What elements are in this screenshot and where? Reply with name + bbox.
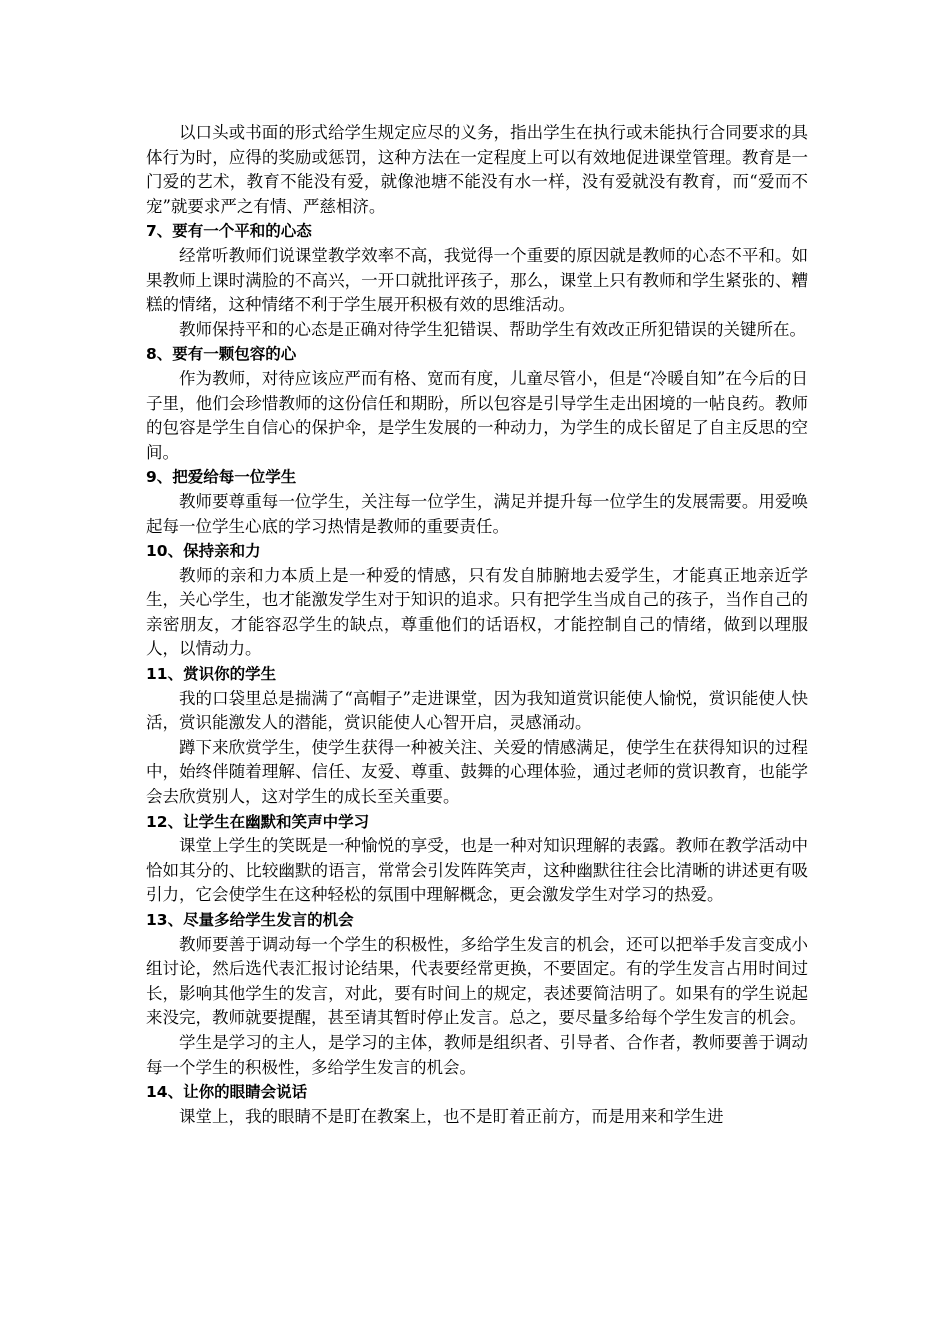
paragraph-12-1: 课堂上学生的笑既是一种愉悦的享受，也是一种对知识理解的表露。教师在教学活动中恰如其分的、比较幽默的语言，常常会引发阵阵笑声，这种幽默往往会比清晰的讲述更有吸引力，它会使学生在这种轻松的氛围中理解概念，更会激发学生对学习的热爱。 [146,836,808,905]
paragraph-11-1: 我的口袋里总是揣满了“高帽子”走进课堂，因为我知道赏识能使人愉悦，赏识能使人快活，赏识能激发人的潜能，赏识能使人心智开启，灵感涌动。 [146,688,808,733]
paragraph-13-2: 学生是学习的主人，是学习的主体，教师是组织者、引导者、合作者，教师要善于调动每一个学生的积极性，多给学生发言的机会。 [146,1032,808,1077]
paragraph-9-1: 教师要尊重每一位学生，关注每一位学生，满足并提升每一位学生的发展需要。用爱唤起每一位学生心底的学习热情是教师的重要责任。 [146,491,808,536]
paragraph-contract: 以口头或书面的形式给学生规定应尽的义务，指出学生在执行或未能执行合同要求的具体行为时，应得的奖励或惩罚，这种方法在一定程度上可以有效地促进课堂管理。教育是一门爱的艺术，教育不能没有爱，就像池塘不能没有水一样，没有爱就没有教育，而“爱而不宠”就要求严之有情、严慈相济。 [146,123,808,216]
heading-12: 12、让学生在幽默和笑声中学习 [146,812,370,831]
document-page [146,121,808,1129]
paragraph-13-1: 教师要善于调动每一个学生的积极性，多给学生发言的机会，还可以把举手发言变成小组讨论，然后选代表汇报讨论结果，代表要经常更换，不要固定。有的学生发言占用时间过长，影响其他学生的发言，对此，要有时间上的规定，表述要简洁明了。如果有的学生说起来没完，教师就要提醒，甚至请其暂时停止发言。总之，要尽量多给每个学生发言的机会。 [146,934,808,1028]
heading-10: 10、保持亲和力 [146,542,261,561]
paragraph-8-1: 作为教师，对待应该应严而有格、宽而有度，儿童尽管小，但是“冷暖自知”在今后的日子里，他们会珍惜教师的这份信任和期盼，所以包容是引导学生走出困境的一帖良药。教师的包容是学生自信心的保护伞，是学生发展的一种动力，为学生的成长留足了自主反思的空间。 [146,368,808,462]
heading-7: 7、要有一个平和的心态 [146,222,312,241]
heading-8: 8、要有一颗包容的心 [146,345,297,364]
heading-11: 11、赏识你的学生 [146,665,277,684]
heading-13: 13、尽量多给学生发言的机会 [146,911,354,929]
heading-9: 9、把爱给每一位学生 [146,468,297,487]
paragraph-10-1: 教师的亲和力本质上是一种爱的情感，只有发自肺腑地去爱学生，才能真正地亲近学生，关心学生，也才能激发学生对于知识的追求。只有把学生当成自己的孩子，当作自己的亲密朋友，才能容忍学生的缺点，尊重他们的话语权，才能控制自己的情绪，做到以理服人，以情动力。 [146,565,808,659]
paragraph-11-2: 蹲下来欣赏学生，使学生获得一种被关注、关爱的情感满足，使学生在获得知识的过程中，始终伴随着理解、信任、友爱、尊重、鼓舞的心理体验，通过老师的赏识教育，也能学会去欣赏别人，这对学生的成长至关重要。 [146,737,808,807]
paragraph-7-2: 教师保持平和的心态是正确对待学生犯错误、帮助学生有效改正所犯错误的关键所在。 [179,319,806,339]
paragraph-7-1: 经常听教师们说课堂教学效率不高，我觉得一个重要的原因就是教师的心态不平和。如果教师上课时满脸的不高兴，一开口就批评孩子，那么，课堂上只有教师和学生紧张的、糟糕的情绪，这种情绪不利于学生展开积极有效的思维活动。 [146,245,808,315]
paragraph-14-1: 课堂上，我的眼睛不是盯在教案上，也不是盯着正前方，而是用来和学生进 [179,1106,724,1126]
heading-14: 14、让你的眼睛会说话 [146,1083,308,1102]
